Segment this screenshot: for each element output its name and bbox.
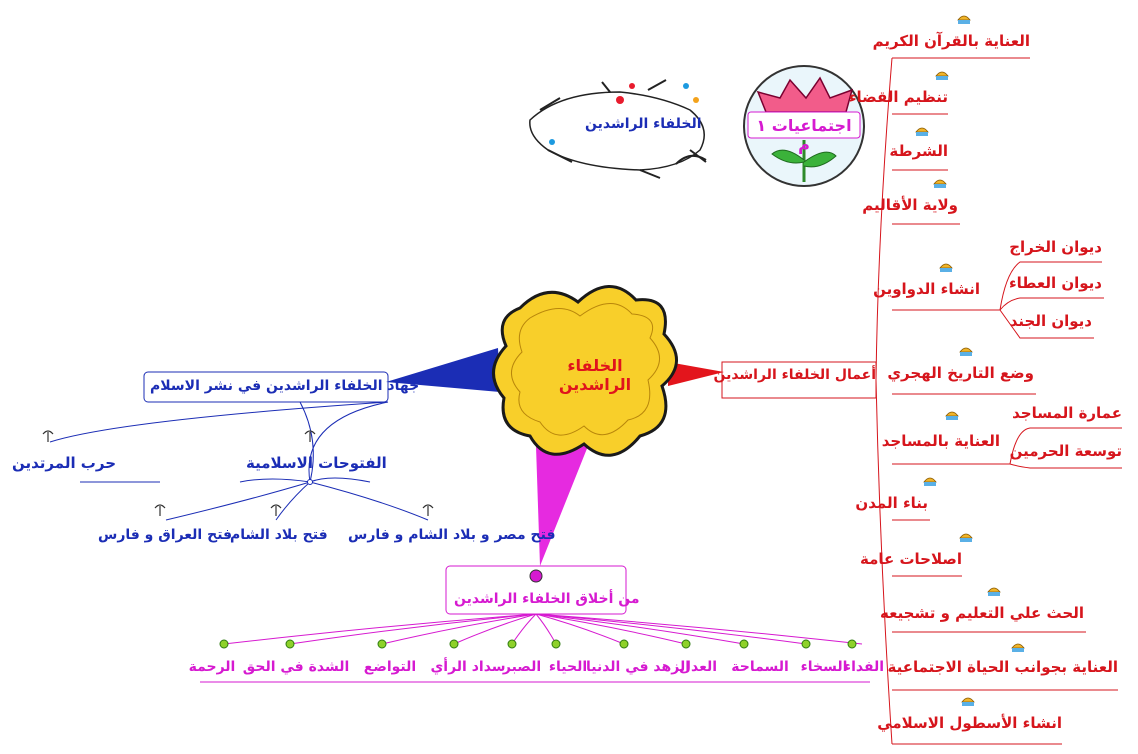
virtue-item[interactable]: الفداء: [843, 659, 885, 675]
sun-icon: [450, 640, 458, 648]
mosque-building[interactable]: عمارة المساجد: [1012, 404, 1122, 422]
umbrella-icon: [988, 592, 1000, 596]
virtue-item[interactable]: سداد الرأي: [430, 659, 506, 675]
right-branch-title[interactable]: أعمال الخلفاء الراشدين: [713, 367, 876, 383]
umbrella-icon: [958, 16, 970, 20]
umbrella-icon: [960, 348, 972, 352]
right-item-reforms[interactable]: اصلاحات عامة: [859, 550, 962, 568]
center-node-label[interactable]: الخلفاء الراشدين: [558, 356, 632, 394]
sun-icon: [286, 640, 294, 648]
right-item-education[interactable]: الحث علي التعليم و تشجيعه: [880, 604, 1084, 622]
right-item-hijri-calendar[interactable]: وضع التاريخ الهجري: [887, 364, 1034, 382]
virtue-item[interactable]: الزهد في الدنيا: [585, 659, 690, 675]
pickaxe-icon: [423, 505, 433, 516]
virtue-item[interactable]: السخاء: [800, 659, 848, 675]
sun-icon: [508, 640, 516, 648]
right-item-quran[interactable]: العناية بالقرآن الكريم: [872, 32, 1030, 50]
right-item-provinces[interactable]: ولاية الأقاليم: [862, 196, 958, 214]
bottom-branch-title[interactable]: من أخلاق الخلفاء الراشدين: [454, 591, 640, 607]
virtue-item[interactable]: الصبر: [502, 659, 542, 675]
left-item-ridda-wars[interactable]: حرب المرتدين: [12, 454, 117, 472]
umbrella-icon: [916, 128, 928, 132]
virtue-item[interactable]: التواضع: [363, 659, 417, 675]
conquest-sham[interactable]: فتح بلاد الشام: [230, 527, 328, 543]
umbrella-icon: [940, 268, 952, 272]
umbrella-icon: [1012, 648, 1024, 652]
bottom-branch-connector: [536, 446, 588, 566]
sun-icon: [740, 640, 748, 648]
right-item-fleet[interactable]: انشاء الأسطول الاسلامي: [877, 714, 1062, 732]
umbrella-icon: [924, 482, 936, 486]
umbrella-icon: [1012, 644, 1024, 648]
pickaxe-icon: [305, 431, 315, 442]
sun-icon: [220, 640, 228, 648]
umbrella-icon: [934, 184, 946, 188]
umbrella-icon: [988, 588, 1000, 592]
left-branch-lines: [50, 372, 428, 520]
right-item-mosques[interactable]: العناية بالمساجد: [881, 432, 1000, 450]
sun-icon: [552, 640, 560, 648]
conquest-iraq-persia[interactable]: فتح العراق و فارس: [98, 527, 233, 543]
umbrella-icon: [960, 538, 972, 542]
virtue-item[interactable]: العدل: [678, 659, 718, 675]
umbrella-icon: [962, 698, 974, 702]
sun-icon: [682, 640, 690, 648]
umbrella-icon: [946, 416, 958, 420]
umbrella-icon: [924, 478, 936, 482]
umbrella-icon: [962, 702, 974, 706]
pickaxe-icon: [155, 505, 165, 516]
virtue-item[interactable]: السماحة: [731, 659, 789, 675]
right-item-police[interactable]: الشرطة: [889, 142, 948, 160]
diwan-jund[interactable]: ديوان الجند: [1009, 312, 1092, 330]
left-item-conquests[interactable]: الفتوحات الاسلامية: [246, 454, 387, 472]
right-item-cities[interactable]: بناء المدن: [855, 494, 928, 512]
badge-label: اجتماعيات ١ م: [756, 116, 852, 154]
umbrella-icon: [960, 534, 972, 538]
right-item-diwans[interactable]: انشاء الدواوين: [873, 280, 980, 298]
sun-icon: [802, 640, 810, 648]
virtue-item[interactable]: الحياء: [548, 659, 588, 675]
conquest-egypt-sham-persia[interactable]: فتح مصر و بلاد الشام و فارس: [348, 527, 556, 543]
umbrella-icon: [940, 264, 952, 268]
diwan-kharaj[interactable]: ديوان الخراج: [1009, 238, 1102, 256]
umbrella-icon: [960, 352, 972, 356]
right-item-judiciary[interactable]: تنظيم القضاء: [848, 88, 948, 106]
umbrella-icon: [936, 76, 948, 80]
umbrella-icon: [958, 20, 970, 24]
umbrella-icon: [934, 180, 946, 184]
pickaxe-icon: [43, 431, 53, 442]
left-branch-title[interactable]: جهاد الخلفاء الراشدين في نشر الاسلام: [150, 378, 420, 394]
umbrella-icon: [946, 412, 958, 416]
diwan-ataa[interactable]: ديوان العطاء: [1008, 274, 1102, 292]
virtue-item[interactable]: الرحمة: [188, 659, 236, 675]
header-title: الخلفاء الراشدين: [585, 116, 702, 132]
sun-icon: [378, 640, 386, 648]
sun-icon: [848, 640, 856, 648]
umbrella-icon: [936, 72, 948, 76]
sun-icon: [620, 640, 628, 648]
umbrella-icon: [916, 132, 928, 136]
haramain-expansion[interactable]: توسعة الحرمين: [1009, 442, 1122, 460]
virtue-item[interactable]: الشدة في الحق: [242, 659, 350, 675]
right-item-social-life[interactable]: العناية بجوانب الحياة الاجتماعية: [887, 658, 1118, 676]
